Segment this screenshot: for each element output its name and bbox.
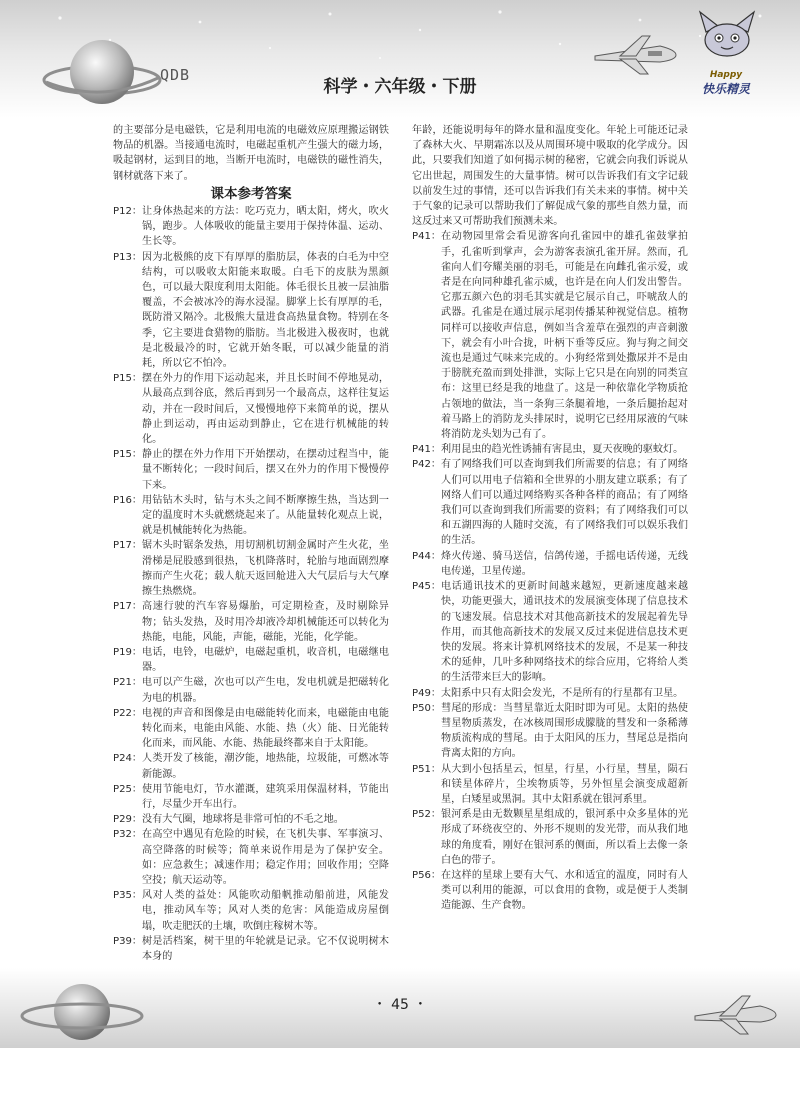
answer-item <box>113 599 389 645</box>
answer-page-ref: P44： <box>412 550 442 562</box>
answer-text: 风对人类的益处：风能吹动船帆推动船前进，风能发电，推动风车等；风对人类的危害：风能造成房屋倒塌，吹走肥沃的土壤，吹倒庄稼树木等。 <box>142 890 389 932</box>
answer-text: 用钻钻木头时，钻与木头之间不断摩擦生热，当达到一定的温度时木头就燃烧起来了。从能量转化观点上说，就是机械能转化为热能。 <box>142 494 389 537</box>
answer-list <box>412 229 688 913</box>
answer-item <box>113 493 389 539</box>
answer-page-ref: P56： <box>412 869 442 881</box>
answer-text: 烽火传递、骑马送信，信鸽传递，手摇电话传递，无线电传递，卫星传递。 <box>441 550 688 577</box>
answer-text: 银河系是由无数颗星星组成的，银河系中众多星体的光形成了环绕夜空的、外形不规则的发光带，而从我们地球的角度看，刚好在银河系的侧面，所以看上去像一条白色的带子。 <box>441 809 688 866</box>
left-column <box>113 123 389 964</box>
answer-page-ref: P16： <box>113 494 143 506</box>
answer-text: 摆在外力的作用下运动起来，并且长时间不停地晃动，从最高点到谷底，然后再到另一个最高点，这样往复运动，并在一段时间后，又慢慢地停下来简单的说，摆从静止到运动，再由运动到静止，它在进行机械能的转化。 <box>142 373 389 446</box>
answer-item <box>113 888 389 934</box>
answer-page-ref: P19： <box>113 646 143 658</box>
answer-item <box>412 229 688 442</box>
answer-item <box>113 204 389 250</box>
answer-page-ref: P29： <box>113 814 143 826</box>
publisher-logo: QDB <box>160 66 191 84</box>
answer-item <box>412 701 688 762</box>
answer-item <box>113 782 389 812</box>
answer-page-ref: P22： <box>113 707 143 719</box>
answer-text: 静止的摆在外力作用下开始摆动，在摆动过程当中，能量不断转化；一段时间后，摆又在外力的作用下慢慢停下来。 <box>142 449 389 491</box>
answer-item <box>113 812 389 827</box>
answer-page-ref: P32： <box>113 829 143 841</box>
answer-item <box>113 447 389 493</box>
answer-page-ref: P13： <box>113 251 143 263</box>
answer-item <box>412 868 688 914</box>
brand-en: Happy <box>709 70 743 80</box>
answer-text: 没有大气圈，地球将是非常可怕的不毛之地。 <box>142 814 344 826</box>
answer-text: 使用节能电灯，节水灌溉，建筑采用保温材料，节能出行，尽量少开车出行。 <box>142 783 389 810</box>
answer-item <box>113 934 389 964</box>
space-shuttle-icon <box>590 28 680 78</box>
answer-text: 在这样的星球上要有大气、水和适宜的温度，同时有人类可以利用的能源，可以食用的食物，或是便于人类制造能源、生产食物。 <box>441 869 688 912</box>
answer-page-ref: P41： <box>412 231 442 243</box>
answer-item <box>113 250 389 372</box>
answer-page-ref: P17： <box>113 540 143 552</box>
answer-text: 电视的声音和图像是由电磁能转化而来，电磁能由电能转化而来，电能由风能、水能、热（火）能、日光能转化而来，而风能、水能、热能最终都来自于太阳能。 <box>142 707 389 750</box>
answer-page-ref: P51： <box>412 763 442 775</box>
answer-page-ref: P12： <box>113 206 143 218</box>
answer-text: 有了网络我们可以查询到我们所需要的信息；有了网络人们可以用电子信箱和全世界的小朋友建立联系；有了网络人们可以通过网络购买各种各样的商品；有了网络我们可以查询到我们所需要的资料；有了网络我们可以和五湖四海的人随时交流，有了网络我们可以娱乐我们的生活。 <box>441 459 688 547</box>
answer-text: 让身体热起来的方法：吃巧克力，晒太阳，烤火，吹火锅，跑步。人体吸收的能量主要用于保持体温、运动、生长等。 <box>142 206 389 248</box>
answer-page-ref: P15： <box>113 373 143 385</box>
continuation-paragraph: 年龄，还能说明每年的降水量和温度变化。年轮上可能还记录了森林大火、早期霜冻以及从周围环境中吸取的化学成分。因此，只要我们知道了如何揭示树的秘密，它就会向我们诉说从它出世起，周围发生的大量事情。树可以告诉我们有文字记载以前发生过的事情，还可以告诉我们有关未来的事情。树中关于气象的记录可以帮助我们了解促成气象的那些自然力量，而这反过来又可帮助我们预测未来。 <box>412 125 688 228</box>
brand-cn: 快乐精灵 <box>701 82 750 96</box>
answer-text: 树是活档案，树干里的年轮就是记录。它不仅说明树木本身的 <box>142 935 389 962</box>
answer-page-ref: P24： <box>113 753 143 765</box>
bottom-margin <box>0 1048 800 1093</box>
answer-item <box>412 686 688 701</box>
answer-item <box>412 762 688 808</box>
page-header <box>0 0 800 118</box>
answer-text: 彗尾的形成：当彗星靠近太阳时即为可见。太阳的热使彗星物质蒸发，在冰核周围形成朦胧的彗发和一条稀薄物质流构成的彗尾。由于太阳风的压力，彗尾总是指向背离太阳的方向。 <box>441 702 688 760</box>
answer-page-ref: P49： <box>412 687 442 699</box>
answer-item <box>412 549 688 579</box>
answer-item <box>412 442 688 457</box>
answer-text: 电话，电铃，电磁炉，电磁起重机，收音机，电磁继电器。 <box>142 646 389 674</box>
answer-text: 人类开发了核能，潮汐能，地热能，垃圾能，可燃冰等新能源。 <box>142 753 389 780</box>
answer-item <box>412 457 688 548</box>
answer-page-ref: P15： <box>113 449 143 461</box>
right-column <box>412 123 688 914</box>
answer-page-ref: P45： <box>412 581 442 593</box>
answer-page-ref: P39： <box>113 935 143 947</box>
answer-text: 在高空中遇见有危险的时候，在飞机失事、军事演习、高空降落的时候等；简单来说作用是为了保护安全。如：应急救生；减速作用；稳定作用；回收作用；空降空投；航天运动等。 <box>142 829 389 886</box>
intro-paragraph: 的主要部分是电磁铁，它是利用电流的电磁效应原理搬运钢铁物品的机器。当接通电流时，电磁起重机产生强大的磁力场，吸起钢材，运到目的地，当断开电流时，电磁铁的磁性消失，钢材就落下来了。 <box>113 125 389 182</box>
answer-page-ref: P21： <box>113 677 143 689</box>
answer-text: 利用昆虫的趋光性诱捕有害昆虫，夏天夜晚的驱蚊灯。 <box>441 444 684 456</box>
section-title: 课本参考答案 <box>210 185 292 202</box>
answer-text: 高速行驶的汽车容易爆胎，可定期检查，及时剔除异物；钻头发热，及时用冷却液冷却机械能还可以转化为热能，电能，风能，声能，磁能，光能，化学能。 <box>142 601 389 643</box>
answer-item <box>412 807 688 868</box>
answer-page-ref: P35： <box>113 890 143 902</box>
answer-item <box>113 827 389 888</box>
answer-list <box>113 204 389 964</box>
answer-item <box>113 751 389 781</box>
answer-text: 从大到小包括星云，恒星，行星，小行星，彗星，陨石和镁星体碎片，尘埃物质等，另外恒星会演变成超新星，白矮星或黑洞。其中太阳系就在银河系里。 <box>441 763 688 805</box>
answer-text: 电可以产生磁，次也可以产生电，发电机就是把磁转化为电的机器。 <box>142 677 389 704</box>
answer-text: 太阳系中只有太阳会发光，不是所有的行星都有卫星。 <box>441 687 684 699</box>
answer-page-ref: P52： <box>412 809 442 821</box>
answer-text: 因为北极熊的皮下有厚厚的脂肪层，体表的白毛为中空结构，可以吸收太阳能来取暖。白毛下的皮肤为黑颜色，可以最大限度利用太阳能。体毛很长且被一层油脂覆盖，不会被冰冷的海水浸湿。脚掌上长有厚厚的毛，既防滑又隔冷。北极熊大量进食高热量食物。特别在冬季，它主要进食猎物的脂肪。当北极进入极夜时，也就是北极最冷的时，它就开始冬眠，可以减少能量的消耗，所以它不怕冷。 <box>142 251 389 370</box>
answer-item <box>113 538 389 599</box>
answer-page-ref: P42： <box>412 459 442 471</box>
answer-page-ref: P17： <box>113 601 143 613</box>
answer-page-ref: P41： <box>412 444 442 456</box>
answer-item <box>113 371 389 447</box>
answer-text: 电话通讯技术的更新时间越来越短，更新速度越来越快，功能更强大，通讯技术的发展演变体现了信息技术的飞速发展。信息技术对其他高新技术的发展起着先导作用，而其他高新技术的发展又反过来促进信息技术更快的发展。将来计算机网络技术的发展，不是某一种技术的延伸，几叶多种网络技术的综合应用，它将给人类的生活带来巨大的影响。 <box>441 581 688 684</box>
brand-logo <box>692 70 760 97</box>
page-number: ・ 45 ・ <box>372 997 428 1013</box>
answer-text: 在动物园里常会看见游客向孔雀园中的雄孔雀鼓掌拍手，孔雀听到掌声，会为游客表演孔雀开屏。然而，孔雀向人们夸耀美丽的羽毛，可能是在向雌孔雀示爱，或者是在向同种雄孔雀示威，也许是在向人们发出警告。它那五颜六色的羽毛其实就是它展示自己，吓唬敌人的武器。孔雀是在通过展示尾羽传播某种视觉信息。植物同样可以接收声信息，例如当含羞草在强烈的声音刺激下，就会有小叶合拢，叶柄下垂等反应。狗与狗之间交流也是通过气味来完成的。小狗经常到处撒尿并不是由于膀胱充盈而到处排泄，实际上它只是在向别的同类宣布：这里已经是我的地盘了。这是一种依靠化学物质抢占领地的做法，当一条狗三条腿着地，一条后腿抬起对着马路上的消防龙头排尿时，说明它已经用尿液的气味将消防龙头划为己有了。 <box>441 231 688 441</box>
answer-item <box>113 706 389 752</box>
answer-item <box>113 675 389 705</box>
answer-page-ref: P25： <box>113 783 143 795</box>
answer-item <box>113 645 389 675</box>
answer-text: 锯木头时锯条发热，用切割机切割金属时产生火花，坐滑梯是屁股感到很热，飞机降落时，轮胎与地面剧烈摩擦而产生火花；载人航天返回舱进入大气层后与大气摩擦生热燃烧。 <box>142 540 389 598</box>
mascot-icon <box>692 10 762 70</box>
page-title: 科学・六年级・下册 <box>323 77 477 97</box>
answer-item <box>412 579 688 685</box>
answer-page-ref: P50： <box>412 702 442 714</box>
